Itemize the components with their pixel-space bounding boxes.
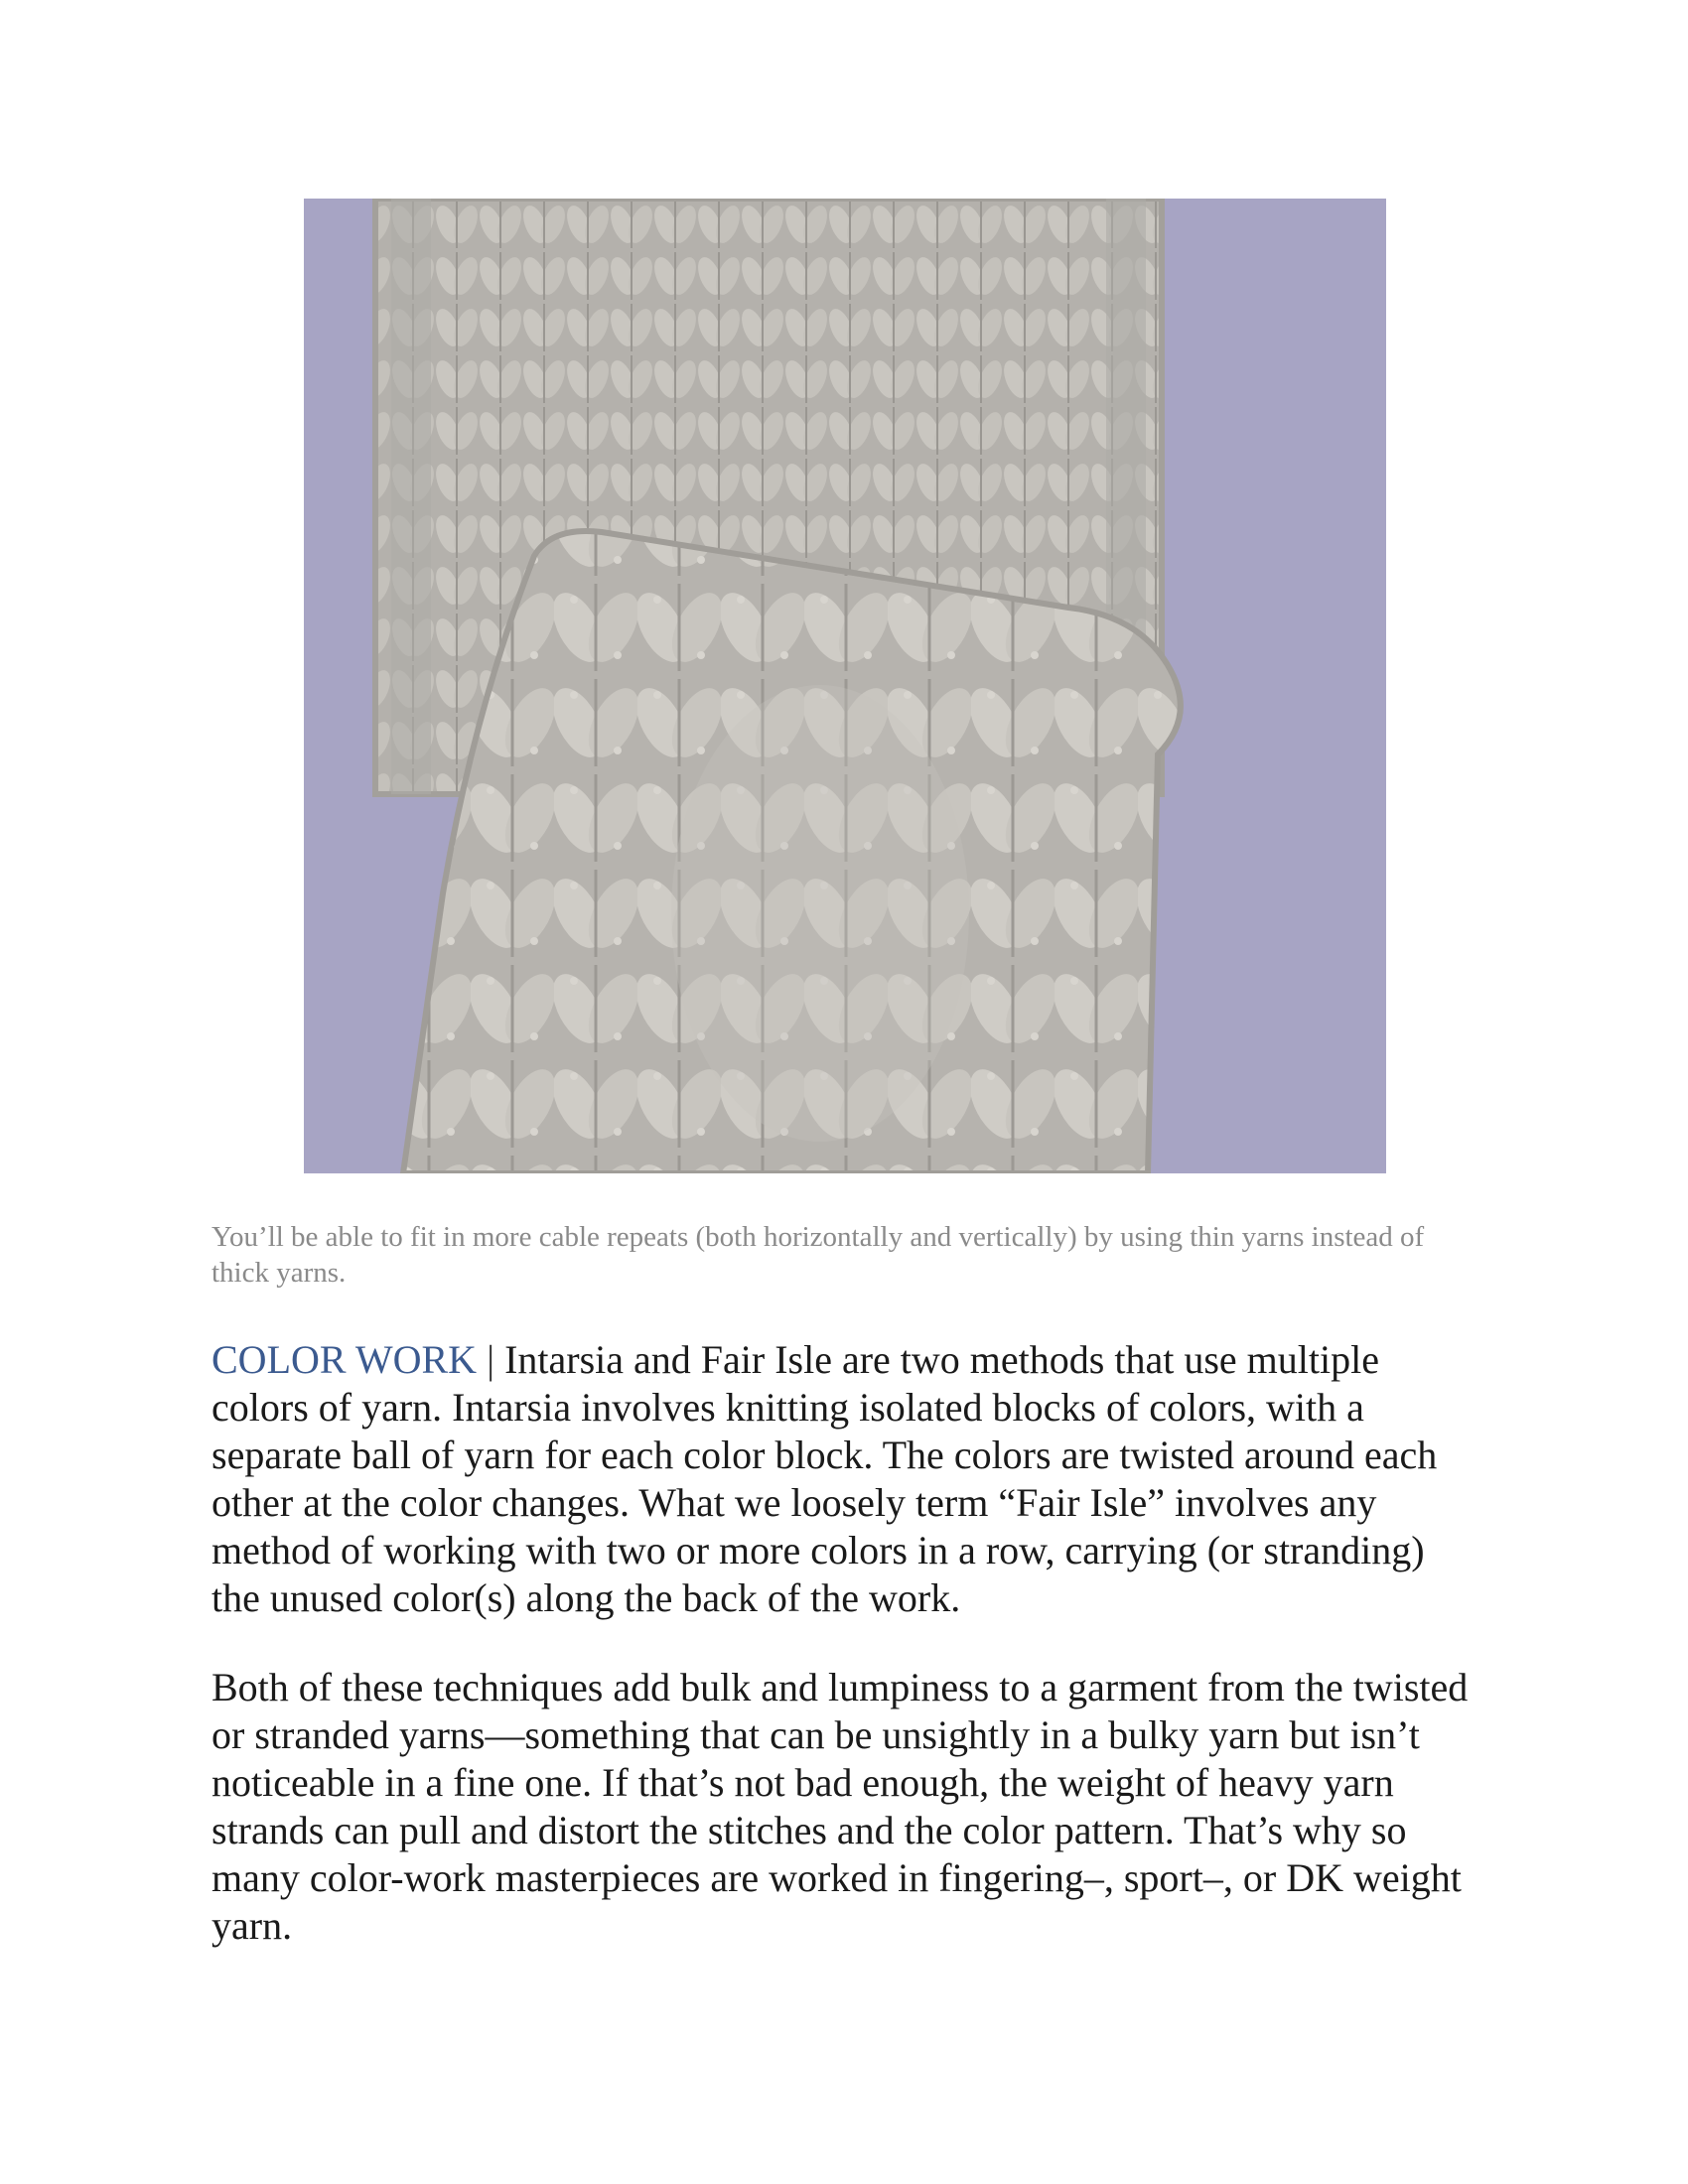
section-heading: COLOR WORK <box>211 1337 478 1382</box>
knitted-cables-photo <box>304 199 1386 1173</box>
photo-caption: You’ll be able to fit in more cable repeats (both horizontally and vertically) by using thin yarns instead of thick yarns. <box>211 1221 1425 1289</box>
color-work-paragraph <box>211 1336 1482 1622</box>
heading-separator: | <box>477 1337 505 1382</box>
thick-yarn-swatch <box>403 531 1181 1173</box>
bulk-paragraph: Both of these techniques add bulk and lumpiness to a garment from the twisted or stranded yarns—something that can be unsightly in a bulky yarn but isn’t noticeable in a fine one. If that’s not bad enough, the weight of heavy yarn strands can pull and distort the stitches and the color pattern. That’s why so many color-work masterpieces are worked in fingering–, sport–, or DK weight yarn. <box>211 1665 1469 1948</box>
paragraph-1-text: Intarsia and Fair Isle are two methods that use multiple colors of yarn. Intarsia involves knitting isolated blocks of colors, with a separate ball of yarn for each color block. The colors are twisted around each other at the color changes. What we loosely term “Fair Isle” involves any method of working with two or more colors in a row, carrying (or stranding) the unused color(s) along the back of the work. <box>211 1337 1438 1620</box>
